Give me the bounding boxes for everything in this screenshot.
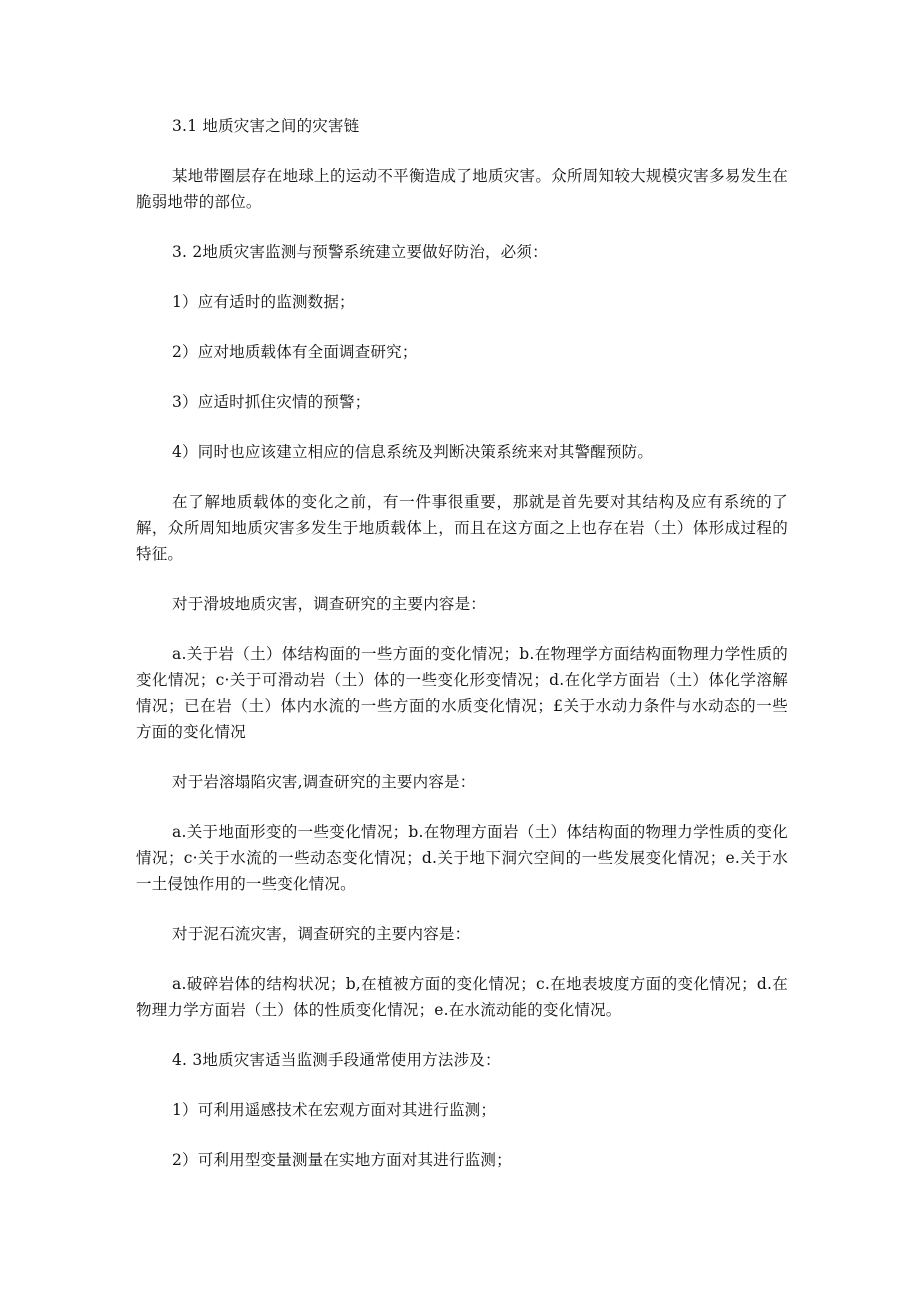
paragraph-debris-flow-content: a.破碎岩体的结构状况；b,在植被方面的变化情况；c.在地表坡度方面的变化情况；d.在物理力学方面岩（土）体的性质变化情况；e.在水流动能的变化情况。 (136, 975, 788, 1019)
list-item-1: 1）应有适时的监测数据； (172, 293, 355, 311)
list-item-monitor-1: 1）可利用遥感技术在宏观方面对其进行监测； (172, 1101, 497, 1119)
section-heading-4-3: 4. 3地质灾害适当监测手段通常使用方法涉及： (172, 1051, 501, 1069)
paragraph-intro: 某地带圈层存在地球上的运动不平衡造成了地质灾害。众所周知较大规模灾害多易发生在脆弱地带的部位。 (136, 167, 788, 211)
section-heading-3-2: 3. 2地质灾害监测与预警系统建立要做好防治，必须： (172, 243, 548, 261)
paragraph-karst-heading: 对于岩溶塌陷灾害,调查研究的主要内容是： (172, 773, 476, 791)
section-heading-3-1: 3.1 地质灾害之间的灾害链 (172, 117, 360, 135)
paragraph-landslide-content: a.关于岩（土）体结构面的一些方面的变化情况；b.在物理学方面结构面物理力学性质的变化情况；c·关于可滑动岩（土）体的一些变化形变情况；d.在化学方面岩（土）体化学溶解情况；已在岩（土）体内水流的一些方面的水质变化情况；£关于水动力条件与水动态的一些方面的变化情况 (136, 645, 788, 741)
list-item-monitor-2: 2）可利用型变量测量在实地方面对其进行监测； (172, 1151, 512, 1169)
list-item-4: 4）同时也应该建立相应的信息系统及判断决策系统来对其警醒预防。 (172, 443, 654, 461)
list-item-2: 2）应对地质载体有全面调查研究； (172, 343, 418, 361)
paragraph-landslide-heading: 对于滑坡地质灾害，调查研究的主要内容是： (172, 595, 487, 613)
list-item-3: 3）应适时抓住灾情的预警； (172, 393, 371, 411)
paragraph-geology-carrier: 在了解地质载体的变化之前，有一件事很重要，那就是首先要对其结构及应有系统的了解，众所周知地质灾害多发生于地质载体上，而且在这方面之上也存在岩（土）体形成过程的特征。 (136, 493, 788, 563)
paragraph-karst-content: a.关于地面形变的一些变化情况；b.在物理方面岩（土）体结构面的物理力学性质的变化情况；c·关于水流的一些动态变化情况；d.关于地下洞穴空间的一些发展变化情况；e.关于水一土侵蚀作用的一些变化情况。 (136, 823, 788, 893)
paragraph-debris-flow-heading: 对于泥石流灾害，调查研究的主要内容是： (172, 925, 471, 943)
